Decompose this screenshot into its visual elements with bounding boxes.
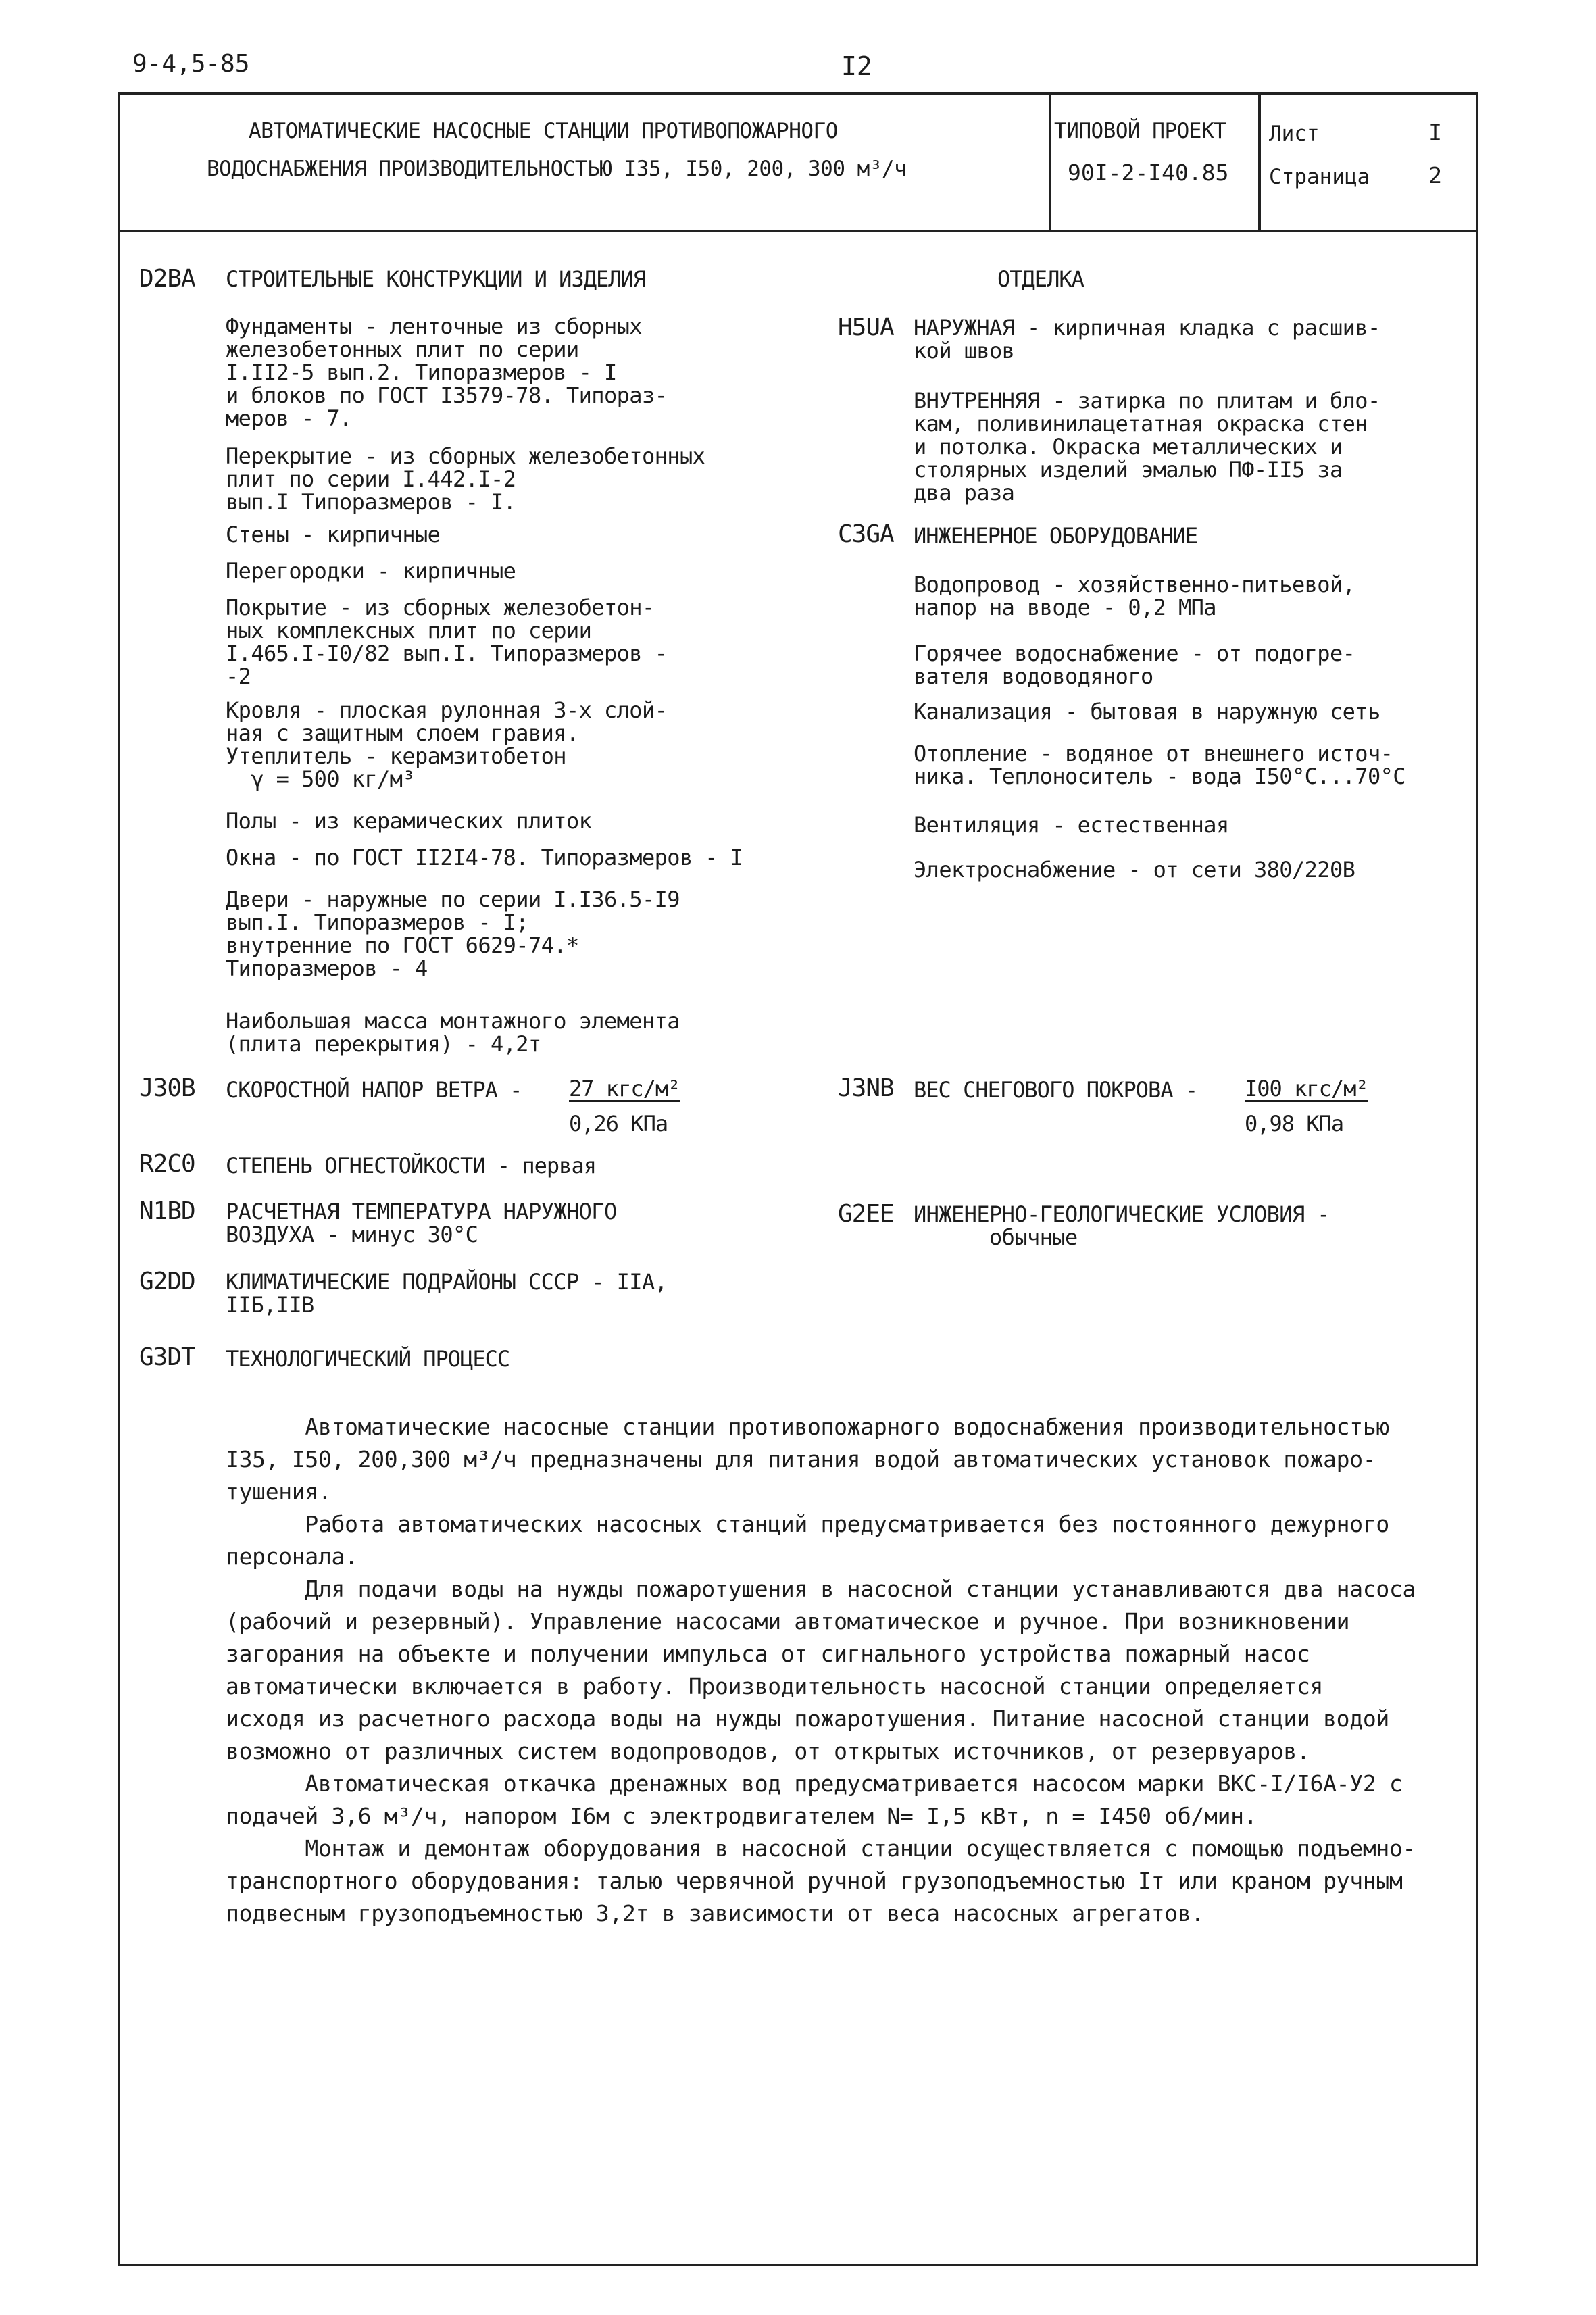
code-g2dd: G2DD — [139, 1268, 195, 1295]
geological-conditions: ИНЖЕНЕРНО-ГЕОЛОГИЧЕСКИЕ УСЛОВИЯ - обычные — [914, 1201, 1330, 1250]
technological-process-title: ТЕХНОЛОГИЧЕСКИЙ ПРОЦЕСС — [226, 1346, 510, 1372]
page-number: I2 — [841, 51, 872, 81]
sheet-cell — [1258, 95, 1476, 230]
project-label: ТИПОВОЙ ПРОЕКТ — [1054, 119, 1226, 143]
code-r2c0: R2C0 — [139, 1150, 195, 1178]
page-label: Страница — [1269, 165, 1370, 189]
equip-water-supply: Водопровод - хозяйственно-питьевой, напор на вводе - 0,2 МПа — [914, 572, 1355, 620]
code-j3nb: J3NB — [838, 1074, 894, 1102]
item-windows: Окна - по ГОСТ II2I4-78. Типоразмеров - I — [226, 845, 743, 870]
project-cell — [1049, 95, 1261, 230]
equip-heating: Отопление - водяное от внешнего источ- ника. Теплоноситель - вода I50°С...70°С — [914, 741, 1405, 789]
code-g2ee: G2EE — [838, 1200, 894, 1228]
item-floors: Полы - из керамических плиток — [226, 808, 592, 834]
sheet-value: I — [1428, 119, 1442, 145]
code-c3ga: C3GA — [838, 520, 894, 548]
item-floor-slab: Перекрытие - из сборных железобетонных плит по серии I.442.I-2 вып.I Типоразмеров - I. — [226, 443, 705, 515]
code-g3dt: G3DT — [139, 1343, 195, 1371]
title-line-2: ВОДОСНАБЖЕНИЯ ПРОИЗВОДИТЕЛЬНОСТЬЮ I35, I50, 200, 300 м³/ч — [207, 157, 907, 181]
equip-hot-water: Горячее водоснабжение - от подогре- вателя водоводяного — [914, 641, 1355, 689]
wind-pressure-title: СКОРОСТНОЙ НАПОР ВЕТРА - — [226, 1077, 522, 1103]
title-block — [120, 95, 1476, 232]
project-number: 90I-2-I40.85 — [1068, 159, 1229, 186]
engineering-equipment-title: ИНЖЕНЕРНОЕ ОБОРУДОВАНИЕ — [914, 523, 1198, 549]
item-partitions: Перегородки - кирпичные — [226, 558, 516, 584]
wind-pressure-value-kpa: 0,26 КПа — [569, 1111, 668, 1137]
title-cell — [120, 95, 1051, 230]
snow-load-title: ВЕС СНЕГОВОГО ПОКРОВА - — [914, 1077, 1198, 1103]
item-covering: Покрытие - из сборных железобетон- ных комплексных плит по серии I.465.I-I0/82 вып.I. Типоразмеров - -2 — [226, 595, 668, 689]
snow-load-value-kgs: I00 кгс/м² — [1245, 1076, 1368, 1101]
equip-sewer: Канализация - бытовая в наружную сеть — [914, 699, 1380, 724]
outdoor-temperature: РАСЧЕТНАЯ ТЕМПЕРАТУРА НАРУЖНОГО ВОЗДУХА - минус 30°С — [226, 1199, 617, 1247]
section-building-structures: СТРОИТЕЛЬНЫЕ КОНСТРУКЦИИ И ИЗДЕЛИЯ — [226, 266, 646, 292]
wind-pressure-value-kgs: 27 кгс/м² — [569, 1076, 680, 1101]
code-d2ba: D2BA — [139, 265, 195, 293]
item-max-mass: Наибольшая масса монтажного элемента (плита перекрытия) - 4,2т — [226, 1008, 680, 1057]
snow-load-value-kpa: 0,98 КПа — [1245, 1111, 1344, 1137]
finish-outer: НАРУЖНАЯ - кирпичная кладка с расшив- кой швов — [914, 315, 1380, 364]
title-line-1: АВТОМАТИЧЕСКИЕ НАСОСНЫЕ СТАНЦИИ ПРОТИВОПОЖАРНОГО — [249, 119, 838, 143]
document-code: 9-4,5-85 — [132, 50, 250, 78]
page-value: 2 — [1428, 162, 1442, 189]
finish-title: ОТДЕЛКА — [997, 266, 1084, 292]
sheet-label: Лист — [1269, 122, 1320, 146]
item-walls: Стены - кирпичные — [226, 522, 441, 547]
climate-subregions: КЛИМАТИЧЕСКИЕ ПОДРАЙОНЫ СССР - IIА, IIБ,IIВ — [226, 1269, 668, 1318]
item-doors: Двери - наружные по серии I.I36.5-I9 вып.I. Типоразмеров - I; внутренние по ГОСТ 6629-74.* Типоразмеров - 4 — [226, 887, 680, 981]
code-j30b: J30B — [139, 1074, 195, 1102]
code-h5ua: H5UA — [838, 314, 894, 341]
process-description: Автоматические насосные станции противопожарного водоснабжения производительностью I35, I50, 200,300 м³/ч предназначены для питания водой автоматических установок пожаро- тушения. Работа автоматических насосных станций предусматривается без постоянного дежурного персонала. Для подачи воды на нужды пожаротушения в насосной станции устанавливаются два насоса (рабочий и резервный). Управление насосами автоматическое и ручное. При возникновении загорания на объекте и получении импульса от сигнального устройства пожарный насос автоматически включается в работу. Производительность насосной станции определяется исходя из расчетного расхода воды на нужды пожаротушения. Питание насосной станции водой возможно от различных систем водопроводов, от открытых источников, от резервуаров. Автоматическая откачка дренажных вод предусматривается насосом марки ВКС-I/I6А-У2 с подачей 3,6 м³/ч, напором I6м с электродвигателем N= I,5 кВт, n = I450 об/мин. Монтаж и демонтаж оборудования в насосной станции осуществляется с помощью подъемно- транспортного оборудования: талью червячной ручной грузоподъемностью Iт или краном ручным подвесным грузоподъемностью 3,2т в зависимости от веса насосных агрегатов. — [226, 1414, 1416, 1926]
equip-power: Электроснабжение - от сети 380/220В — [914, 857, 1355, 882]
fire-resistance: СТЕПЕНЬ ОГНЕСТОЙКОСТИ - первая — [226, 1153, 596, 1178]
equip-ventilation: Вентиляция - естественная — [914, 812, 1229, 838]
finish-inner: ВНУТРЕННЯЯ - затирка по плитам и бло- кам, поливинилацетатная окраска стен и потолка. Окраска металлических и столярных изделий эмалью ПФ-II5 за два раза — [914, 388, 1380, 505]
item-roof: Кровля - плоская рулонная 3-х слой- ная с защитным слоем гравия. Утеплитель - керамзитобетон γ = 500 кг/м³ — [226, 697, 668, 792]
item-foundations: Фундаменты - ленточные из сборных железобетонных плит по серии I.II2-5 вып.2. Типоразмеров - I и блоков по ГОСТ I3579-78. Типораз- меров - 7. — [226, 314, 668, 431]
code-n1bd: N1BD — [139, 1197, 195, 1225]
